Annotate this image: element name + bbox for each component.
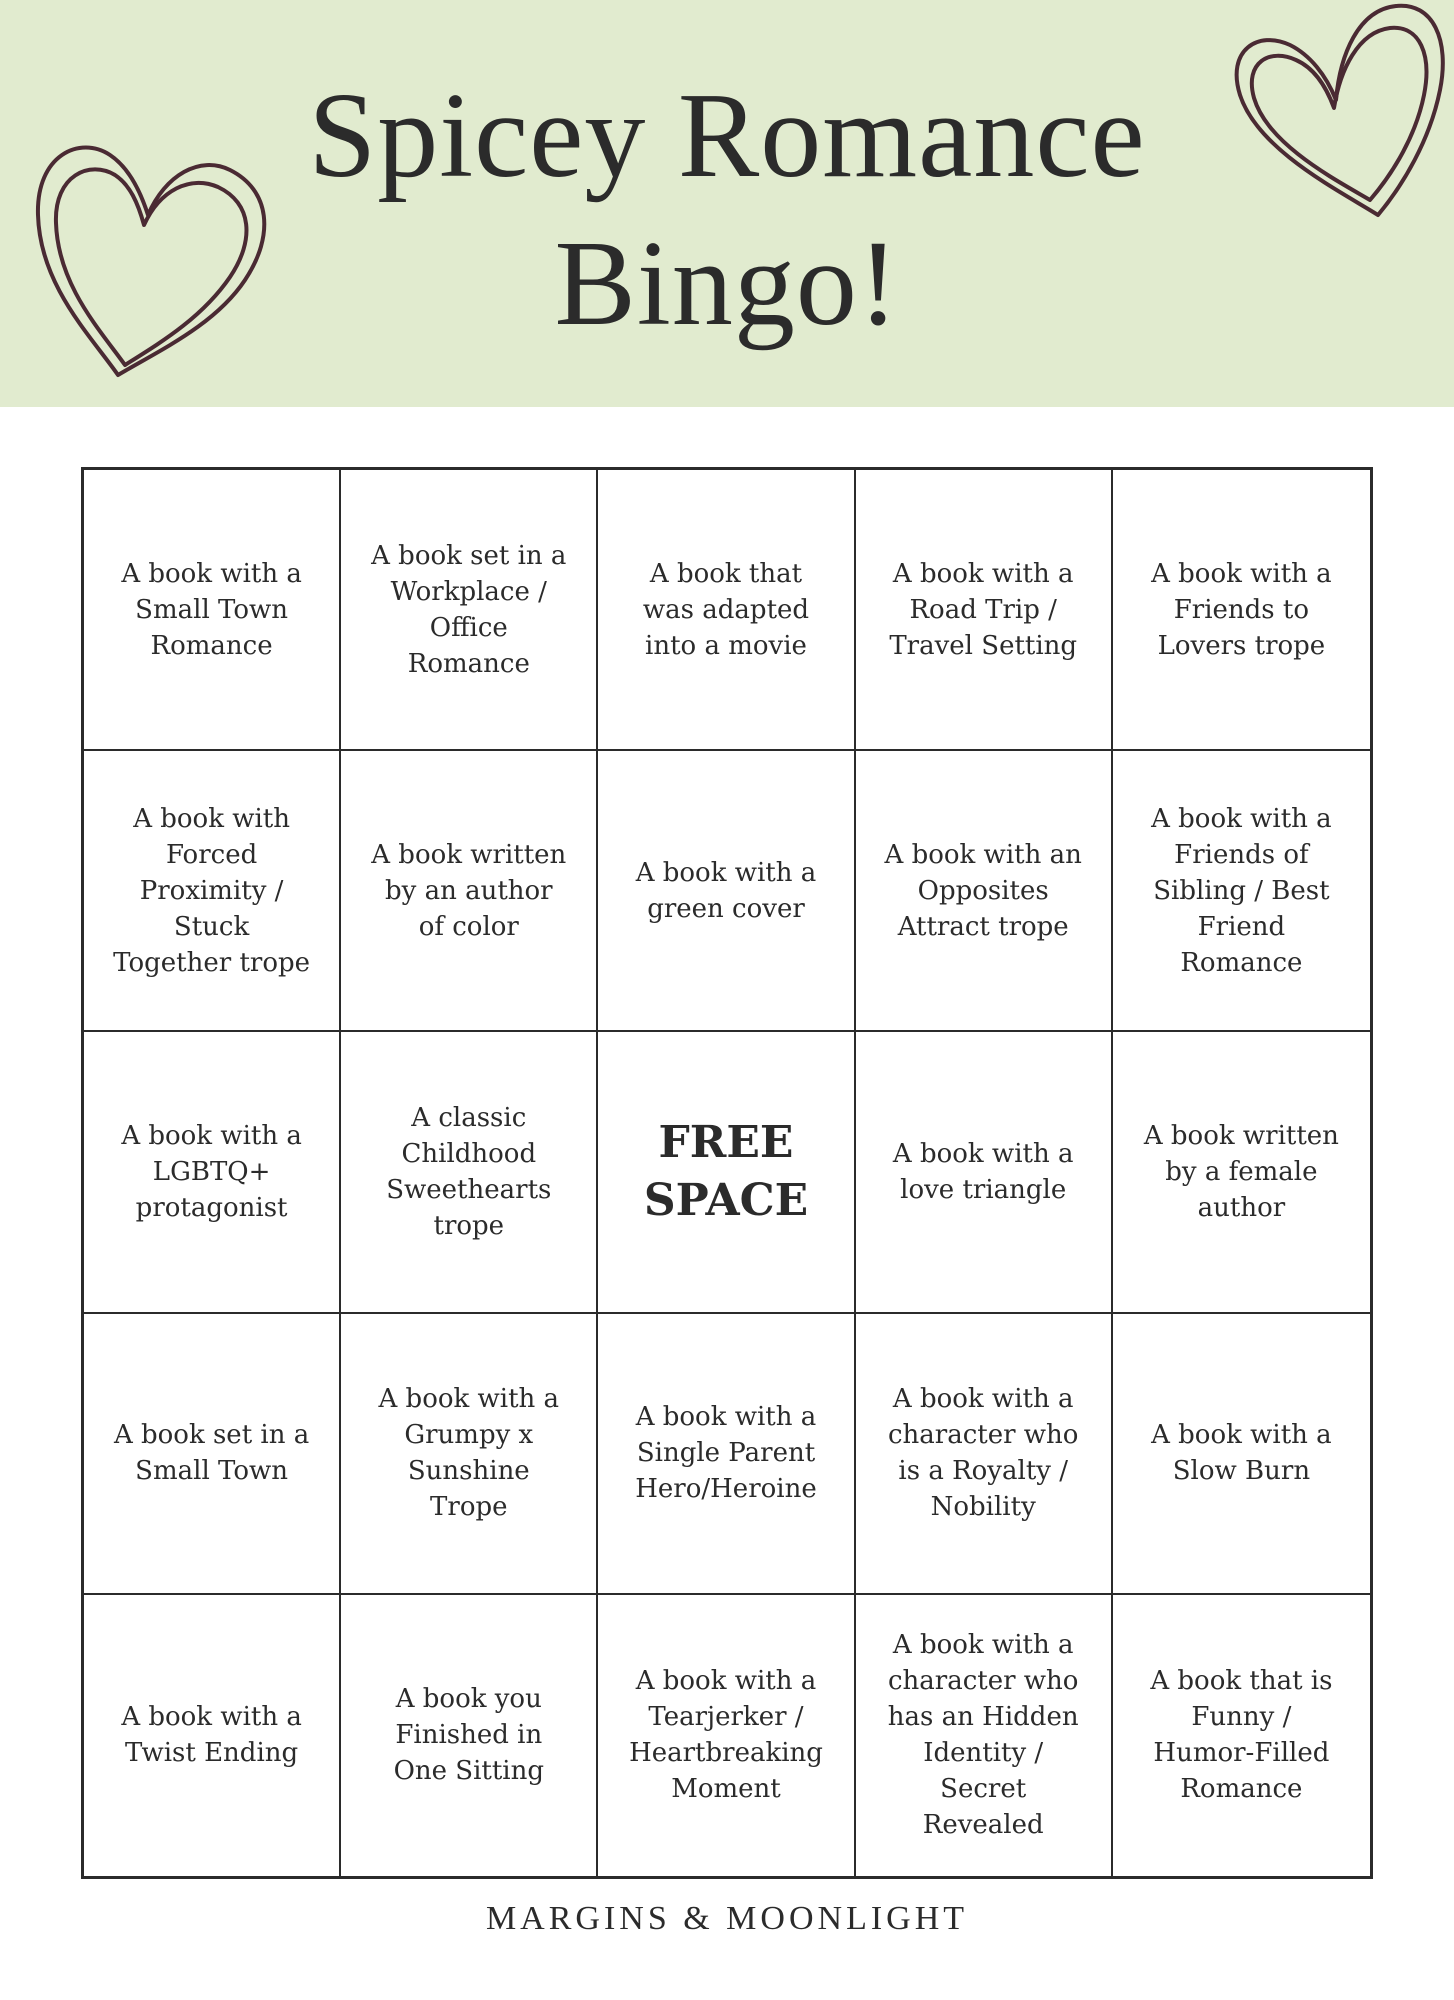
bingo-cell-label: A book with a Friends to Lovers trope	[1151, 558, 1332, 661]
bingo-cell[interactable]	[341, 1595, 598, 1876]
bingo-cell-label: A book with a Single Parent Hero/Heroine	[635, 1402, 817, 1505]
bingo-cell[interactable]	[84, 1032, 341, 1313]
bingo-cell[interactable]	[856, 470, 1113, 751]
bingo-cell-label: A book with a Small Town Romance	[121, 558, 302, 661]
bingo-cell[interactable]	[856, 1314, 1113, 1595]
bingo-cell-label: A book with a character who has an Hidden Identity / Secret Revealed	[887, 1630, 1079, 1841]
bingo-cell[interactable]	[84, 1314, 341, 1595]
bingo-cell[interactable]	[856, 1595, 1113, 1876]
bingo-cell-label: A book with a Grumpy x Sunshine Trope	[378, 1384, 560, 1523]
bingo-cell-label: A book with a Friends of Sibling / Best Friend Romance	[1151, 803, 1332, 978]
free-space-label: FREE SPACE	[643, 1116, 809, 1226]
bingo-cell[interactable]	[598, 1595, 855, 1876]
bingo-cell-label: A book written by an author of color	[371, 839, 567, 942]
title-line-2: Bingo!	[554, 216, 900, 351]
bingo-board	[81, 467, 1373, 1879]
bingo-cell-label: A book with a Tearjerker / Heartbreaking Moment	[629, 1666, 823, 1805]
title-line-1: Spicey Romance	[308, 68, 1146, 203]
bingo-cell[interactable]	[1113, 751, 1370, 1032]
bingo-cell[interactable]	[1113, 1595, 1370, 1876]
bingo-cell[interactable]	[341, 1314, 598, 1595]
bingo-cell[interactable]	[341, 470, 598, 751]
bingo-cell-label: A book with a Road Trip / Travel Setting	[889, 558, 1078, 661]
bingo-cell-label: A book with a character who is a Royalty / Nobility	[887, 1384, 1079, 1523]
bingo-cell-label: A book that is Funny / Humor-Filled Romance	[1150, 1666, 1333, 1805]
bingo-cell-label: A book with a Slow Burn	[1151, 1420, 1332, 1487]
bingo-cell-label: A book with Forced Proximity / Stuck Together trope	[113, 803, 311, 978]
footer-brand: MARGINS & MOONLIGHT	[485, 1900, 969, 1937]
bingo-cell-label: A book that was adapted into a movie	[642, 558, 810, 661]
bingo-cell-label: A book set in a Small Town	[113, 1420, 310, 1487]
header-banner	[0, 0, 1454, 407]
bingo-cell[interactable]	[1113, 1032, 1370, 1313]
bingo-cell[interactable]	[598, 751, 855, 1032]
bingo-cell-label: A book you Finished in One Sitting	[393, 1684, 545, 1787]
bingo-cell-label: A book set in a Workplace / Office Romance	[371, 540, 567, 679]
bingo-cell[interactable]	[856, 1032, 1113, 1313]
heart-icon	[1218, 0, 1454, 230]
bingo-cell-label: A book with a green cover	[635, 857, 817, 924]
bingo-cell[interactable]	[341, 1032, 598, 1313]
bingo-cell-label: A book with a Twist Ending	[121, 1702, 302, 1769]
bingo-cell-label: A book with a LGBTQ+ protagonist	[121, 1120, 302, 1223]
bingo-cell[interactable]	[598, 470, 855, 751]
bingo-cell-label: A classic Childhood Sweethearts trope	[386, 1102, 552, 1241]
bingo-cell-label: A book written by a female author	[1143, 1120, 1339, 1223]
free-space-cell[interactable]	[598, 1032, 855, 1313]
bingo-cell[interactable]	[341, 751, 598, 1032]
bingo-cell[interactable]	[1113, 470, 1370, 751]
bingo-cell-label: A book with an Opposites Attract trope	[884, 839, 1082, 942]
bingo-cell[interactable]	[598, 1314, 855, 1595]
bingo-cell[interactable]	[1113, 1314, 1370, 1595]
bingo-cell-label: A book with a love triangle	[892, 1138, 1074, 1205]
bingo-cell[interactable]	[84, 1595, 341, 1876]
bingo-cell[interactable]	[84, 751, 341, 1032]
bingo-cell[interactable]	[856, 751, 1113, 1032]
bingo-cell[interactable]	[84, 470, 341, 751]
